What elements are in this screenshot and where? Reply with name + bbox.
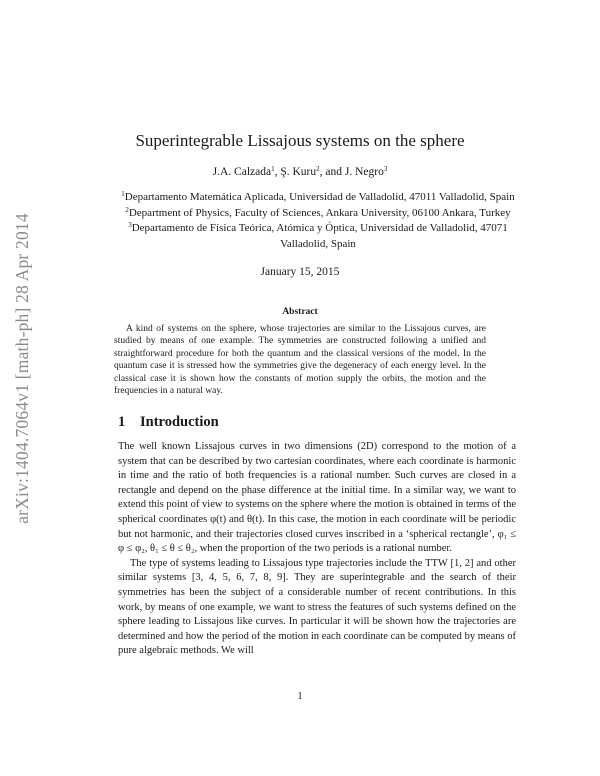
author-name: Ş. Kuru bbox=[280, 166, 317, 178]
arxiv-id-text: arXiv:1404.7064v1 [math-ph] 28 Apr 2014 bbox=[11, 212, 32, 524]
author-list bbox=[0, 166, 600, 178]
abstract-paragraph: A kind of systems on the sphere, whose trajectories are similar to the Lissajous curves, are studied by means of one example. The symmetries are constructed following a unified and straightforward procedure for both the quantum and the classical versions of the model. In the quantum case it is stressed how the symmetries give the degeneracy of each energy level. In the classical case it is shown how the constants of motion supply the orbits, the motion and the frequencies in a natural way. bbox=[114, 324, 486, 397]
page-number: 1 bbox=[297, 691, 303, 702]
affiliation-list bbox=[108, 190, 528, 252]
affiliation-mark: 1 bbox=[121, 190, 125, 198]
paper-title: Superintegrable Lissajous systems on the sphere bbox=[135, 131, 465, 150]
affiliation-text: Department of Physics, Faculty of Sciences, Ankara University, 06100 Ankara, Turkey bbox=[128, 206, 511, 219]
author-name: J.A. Calzada bbox=[212, 166, 272, 178]
author-name: J. Negro bbox=[344, 166, 384, 178]
abstract-heading: Abstract bbox=[282, 307, 318, 317]
author-separator: , bbox=[274, 166, 281, 178]
abstract-body bbox=[114, 323, 486, 397]
affiliation bbox=[108, 190, 528, 206]
body-text bbox=[118, 440, 516, 659]
affiliation bbox=[108, 206, 528, 222]
author-affiliation-mark: 2 bbox=[316, 165, 320, 173]
affiliation-text: Departamento Matemática Aplicada, Universidad de Valladolid, 47011 Valladolid, Spain bbox=[124, 191, 515, 203]
body-paragraph: The well known Lissajous curves in two dimensions (2D) correspond to the motion of a system that can be described by two cartesian coordinates, where each coordinate is harmonic in time and the ratio of both frequencies is a rational number. Such curves are closed in a rectangle and depend on the phase difference at the initial time. In a similar way, we want to extend this point of view to systems on the sphere where the motion is obtained in terms of the spherical coordinates φ(t) and θ(t). In this case, the motion in each coordinate will be periodic but not harmonic, and their trajectories closed curves inscribed in a ‘spherical rectangle’, φ₁ ≤ φ ≤ φ₂, θ₁ ≤ θ ≤ θ₂, when the proportion of the two periods is a rational number. bbox=[118, 441, 516, 555]
section-number: 1 bbox=[118, 414, 126, 430]
section-heading bbox=[118, 414, 219, 431]
section-title-text: Introduction bbox=[140, 414, 219, 430]
author-separator: , and bbox=[319, 166, 345, 178]
affiliation-text: Departamento de Física Teórica, Atómica y Óptica, Universidad de Valladolid, 47071 Valladolid, Spain bbox=[131, 222, 508, 250]
body-paragraph: The type of systems leading to Lissajous type trajectories include the TTW [1, 2] and other similar systems [3, 4, 5, 6, 7, 8, 9]. They are superintegrable and the search of their symmetries has been the subject of a considerable number of recent contributions. In this work, by means of one example, we want to stress the features of such systems defined on the sphere leading to Lissajous like curves. In particular it will be shown how the trajectories are determined and how the period of the motion in each coordinate can be computed by means of pure algebraic methods. We will bbox=[118, 557, 516, 657]
author-affiliation-mark: 3 bbox=[383, 165, 388, 173]
affiliation bbox=[108, 221, 528, 252]
author-affiliation-mark: 1 bbox=[271, 165, 275, 173]
affiliation-mark: 2 bbox=[125, 205, 129, 214]
affiliation-mark: 3 bbox=[128, 221, 132, 229]
arxiv-identifier-stamp bbox=[4, 168, 40, 568]
paper-date: January 15, 2015 bbox=[260, 266, 340, 278]
